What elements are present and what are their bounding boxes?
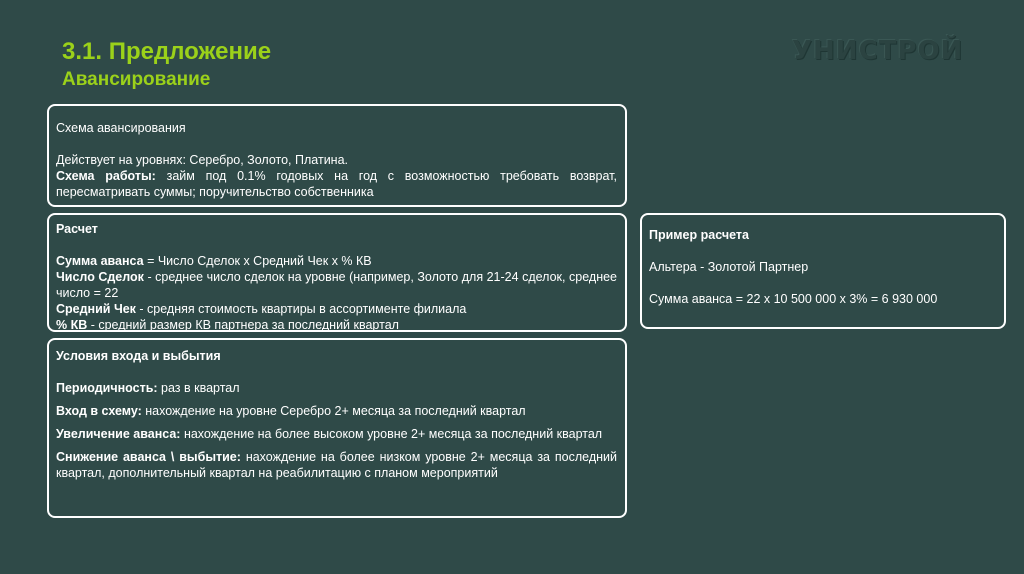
scheme-work <box>56 168 617 200</box>
calc-formula-label: Сумма аванса <box>56 254 144 268</box>
scheme-heading: Схема авансирования <box>56 121 186 135</box>
example-heading: Пример расчета <box>649 228 749 242</box>
calc-deals <box>56 269 617 301</box>
conditions-period-text: раз в квартал <box>157 381 240 395</box>
conditions-decrease <box>56 449 617 481</box>
calc-box <box>47 213 627 332</box>
conditions-increase-label: Увеличение аванса: <box>56 427 181 441</box>
calc-formula-text: = Число Сделок х Средний Чек х % КВ <box>143 254 372 268</box>
calc-kv-label: % КВ <box>56 318 88 332</box>
conditions-decrease-label: Снижение аванса \ выбытие: <box>56 450 241 464</box>
conditions-increase-text: нахождение на более высоком уровне 2+ месяца за последний квартал <box>180 427 603 441</box>
page-subtitle: Авансирование <box>62 69 211 90</box>
conditions-increase <box>56 426 617 442</box>
conditions-decrease-text: нахождение на более низком уровне 2+ месяца за последний квартал, дополнительный квартал на реабилитацию с планом мероприятий <box>56 450 617 480</box>
calc-deals-label: Число Сделок <box>56 270 144 284</box>
conditions-entry-text: нахождение на уровне Серебро 2+ месяца за последний квартал <box>141 404 526 418</box>
example-partner: Альтера - Золотой Партнер <box>649 260 809 274</box>
calc-deals-text: - среднее число сделок на уровне (например, Золото для 21-24 сделок, среднее число = 22 <box>56 270 617 300</box>
calc-check-label: Средний Чек <box>56 302 136 316</box>
company-logo: УНИСТРОЙ <box>792 36 964 66</box>
calc-check <box>56 301 617 317</box>
conditions-period-label: Периодичность: <box>56 381 158 395</box>
calc-heading: Расчет <box>56 222 98 236</box>
calc-formula <box>56 253 617 269</box>
scheme-work-label: Схема работы: <box>56 169 156 183</box>
scheme-levels: Действует на уровнях: Серебро, Золото, Платина. <box>56 153 348 167</box>
conditions-box <box>47 338 627 518</box>
conditions-heading: Условия входа и выбытия <box>56 349 221 363</box>
example-box <box>640 213 1006 329</box>
scheme-box <box>47 104 627 207</box>
conditions-period <box>56 380 617 396</box>
calc-kv-text: - средний размер КВ партнера за последний квартал <box>87 318 399 332</box>
calc-check-text: - средняя стоимость квартиры в ассортименте филиала <box>135 302 467 316</box>
scheme-work-text: займ под 0.1% годовых на год с возможностью требовать возврат, пересматривать суммы; поручительство собственника <box>56 169 617 199</box>
example-result: Сумма аванса = 22 х 10 500 000 х 3% = 6 930 000 <box>649 292 938 306</box>
conditions-entry <box>56 403 617 419</box>
calc-kv <box>56 317 617 333</box>
page-title: 3.1. Предложение <box>62 38 272 65</box>
conditions-entry-label: Вход в схему: <box>56 404 142 418</box>
